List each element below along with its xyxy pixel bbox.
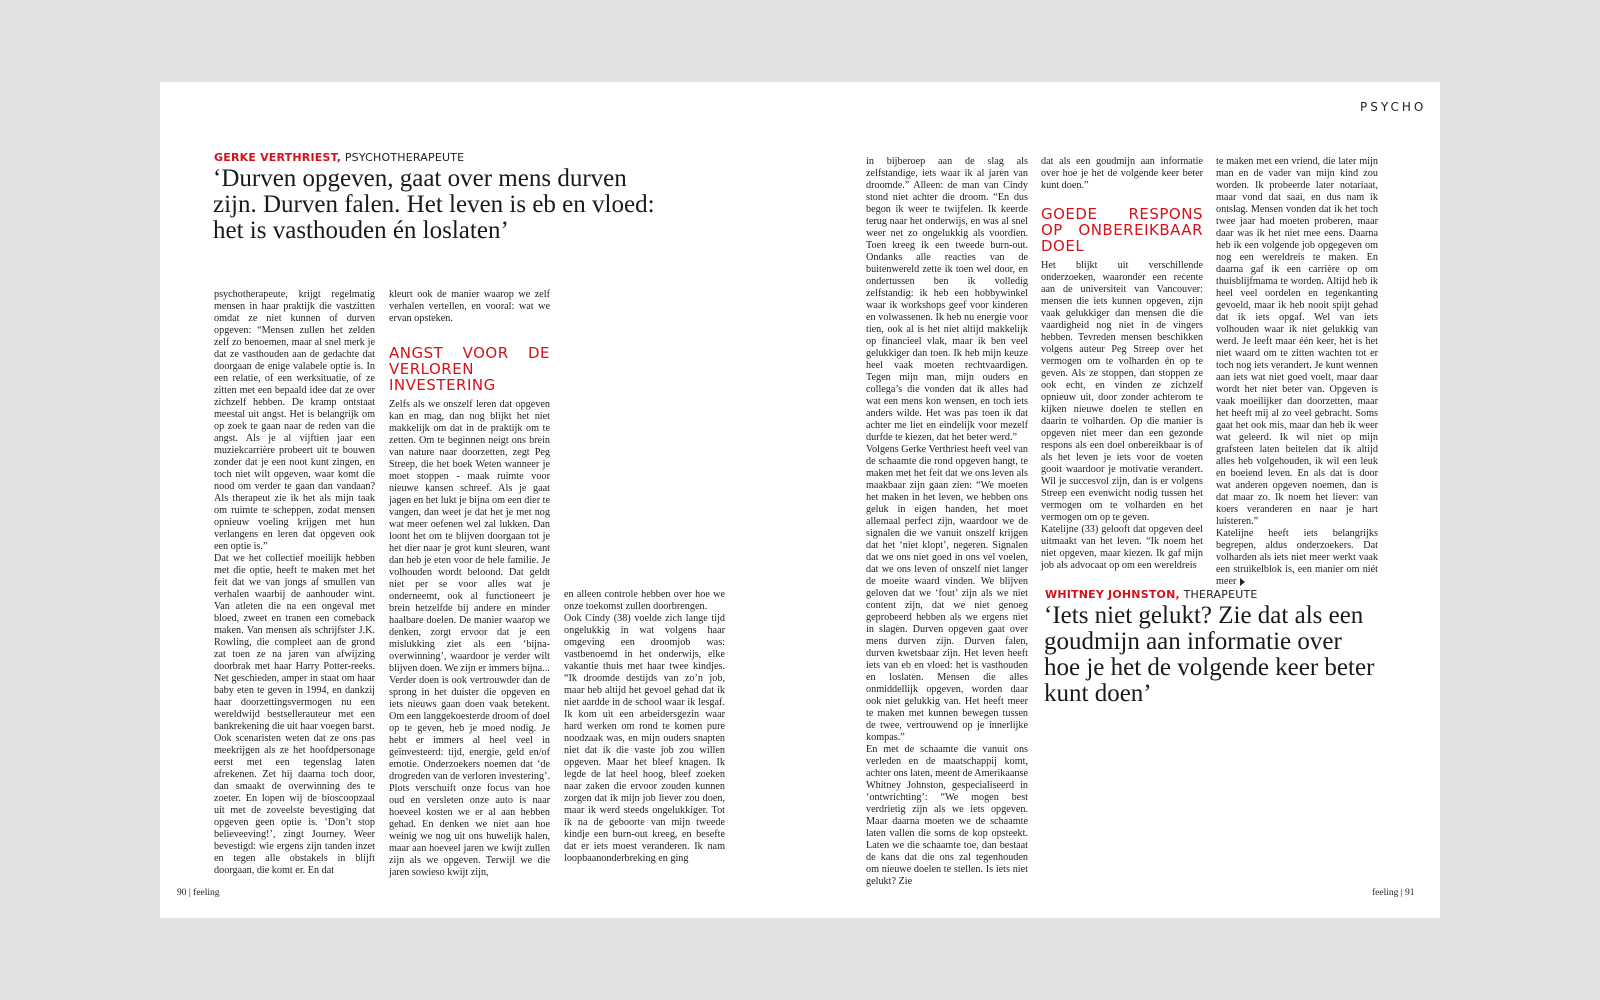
paragraph: Volgens Gerke Verthriest heeft veel van de schaamte die rond opgeven hangt, te maken met het feit dat we ons leven als maakbaar zijn gaan zien: “We moeten het maken in het leven, we hebben ons geluk in eigen handen, het moet allemaal perfect zijn, waardoor we de signalen die we vanuit onszelf krijgen dat het ‘niet klopt’, negeren. Signalen dat we ons niet goed in ons vel voelen, dat we ons leven of onszelf niet langer de moeite waard vinden. We blijven geloven dat we ‘fout’ zijn als we niet content zijn, dat we niet genoeg geprobeerd hebben als we ergens niet in slagen. Durven opgeven gaat over mens durven zijn. Durven falen, durven kwetsbaar zijn. Het leven heeft iets van eb en vloed: het is vasthouden en loslaten. Mensen die alles onmiddellijk opgeven, worden daar ook niet gelukkig van. Het heeft meer te maken met kunnen bewegen tussen de twee, vertrouwend op je innerlijke kompas.”	[866, 444, 1028, 743]
paragraph: kleurt ook de manier waarop we zelf verhalen vertellen, en vooral: wat we ervan opsteken.	[389, 289, 550, 324]
subhead-right: GOEDE RESPONS OP ONBEREIKBAAR DOEL	[1041, 205, 1203, 255]
right-column-3	[1216, 156, 1378, 588]
pull-quote-right: ‘Iets niet gelukt? Zie dat als een goudmijn aan informatie over hoe je het de volgende keer beter kunt doen’	[1044, 602, 1375, 707]
left-column-1	[214, 289, 375, 877]
byline-role: THERAPEUTE	[1183, 588, 1258, 601]
pull-quote-left: ‘Durven opgeven, gaat over mens durven zijn. Durven falen. Het leven is eb en vloed: het is vasthouden én loslaten’	[213, 165, 655, 244]
paragraph: Ook scenaristen weten dat ze ons pas meekrijgen als ze het hoofdpersonage eerst met een tegenslag laten afrekenen. Zet hij daarna toch door, dan smaakt de overwinning des te zoeter. En lopen wij de bioscoopzaal uit met de zoveelste bevestiging dat opgeven geen optie is. ‘Don’t stop believeeving!’, zingt Journey. Weer bevestigd: wie ergens zijn tanden inzet en tegen alle obstakels in blijft doorgaan, die komt er. En dat	[214, 733, 375, 876]
right-column-2	[1041, 156, 1203, 572]
paragraph: Het blijkt uit verschillende onderzoeken, waaronder een recente aan de universiteit van Vancouver: mensen die iets kunnen opgeven, zijn vaak gelukkiger dan mensen die die vaardigheid nog niet in de vingers hebben. Tevreden mensen beschikken volgens auteur Peg Streep over het vermogen om te volharden én op te geven. Als ze stoppen, dan stoppen ze ook echt, en vinden ze zichzelf opnieuw uit, door zonder achterom te kijken nieuwe doelen te stellen en daarin te volharden. Op die manier is opgeven niet meer dan een gezonde respons als een doel onbereikbaar is of als het leven je iets voor de voeten gooit waardoor je motivatie verandert. Wil je succesvol zijn, dan is er volgens Streep een evenwicht nodig tussen het vermogen om te volharden en het vermogen om op te geven.	[1041, 260, 1203, 523]
left-column-2	[389, 289, 550, 879]
paragraph: dat als een goudmijn aan informatie over hoe je het de volgende keer beter kunt doen.”	[1041, 156, 1203, 191]
byline-right	[1045, 588, 1258, 601]
byline-role: PSYCHOTHERAPEUTE	[344, 151, 465, 164]
left-column-3	[564, 589, 725, 865]
paragraph: Dat we het collectief moeilijk hebben met die optie, heeft te maken met het feit dat we van jongs af smullen van verhalen waarbij de aanhouder wint. Van atleten die na een ongeval met bloed, zweet en tranen een comeback maken. Van mensen als schrijfster J.K. Rowling, die compleet aan de grond zat toen ze na jaren van afwijzing doorbrak met haar Harry Potter-reeks. Net geschieden, amper in staat om haar baby eten te geven in 1994, en dankzij haar doorzettingsvermogen nu een wereldwijd bestsellerauteur met een bankrekening die uit haar voegen barst.	[214, 553, 375, 732]
byline-left	[214, 151, 464, 164]
paragraph: Katelijne (33) gelooft dat opgeven deel uitmaakt van het leven. “Ik noem het niet opgeven, maar kiezen. Ik gaf mijn job als advocaat op om een wereldreis	[1041, 524, 1203, 571]
subhead-left: ANGST VOOR DE VERLOREN INVESTERING	[389, 344, 550, 394]
byline-name: WHITNEY JOHNSTON,	[1045, 588, 1180, 601]
paragraph: Zelfs als we onszelf leren dat opgeven kan en mag, dan nog blijkt het niet makkelijk om dat in de praktijk om te zetten. Om te beginnen neigt ons brein van nature naar doorzetten, zegt Peg Streep, die het boek Weten wanneer je moet stoppen - maak ruimte voor nieuwe kansen schreef. Als je gaat jagen en het lukt je bijna om een dier te vangen, dan weet je dat het je met nog wat meer oefenen wel zal lukken. Dan loont het om te blijven doorgaan tot je het dier naar je grot kunt sleuren, want dan heb je eten voor de hele familie. Je volhouden wordt beloond. Dat geldt niet per se voor alles wat je onderneemt, ook al functioneert je brein hetzelfde bij andere en minder haalbare doelen. De manier waarop we denken, zorgt ervoor dat je een mislukking ziet als een ‘bijna-overwinning’, waardoor je verder wilt blijven doen. We zijn er immers bijna...	[389, 399, 550, 674]
section-label: PSYCHO	[1360, 100, 1427, 114]
folio-left: 90 | feeling	[177, 888, 220, 898]
paragraph: en alleen controle hebben over hoe we onze toekomst zullen doorbrengen.	[564, 589, 725, 612]
paragraph: te maken met een vriend, die later mijn man en de vader van mijn kind zou worden. Ik probeerde later notariaat, maar vond dat saai, en dus nam ik ontslag. Mensen vonden dat ik het toch twee jaar had moeten proberen, maar daar was ik het niet mee eens. Daarna heb ik een volgende job opgegeven om nog een wereldreis te maken. En daarna gaf ik een carrière op om thuisblijfmama te worden. Altijd heb ik heel veel oordelen en tegenkanting gevoeld, maar ik heb nooit spijt gehad dat ik iets opgaf. Wel van iets volhouden waar ik niet gelukkig van werd. Je leeft maar één keer, het is het niet waard om te zitten wachten tot er toch nog iets verandert. Je kunt wennen aan iets wat niet goed voelt, maar daar wordt het niet beter van. Opgeven is vaak moeilijker dan doorzetten, maar het heeft mij al zo veel gebracht. Soms gaat het ook mis, maar dan heb ik weer wat geleerd. Ik wil niet op mijn grafsteen laten beitelen dat ik altijd alles heb volgehouden, ik wil een leuk en boeiend leven. En als dat is door wat anderen opgeven noemen, dan is dat maar zo. Ik noem het liever: van koers veranderen en naar je hart luisteren.”	[1216, 156, 1378, 527]
folio-right: feeling | 91	[1372, 888, 1415, 898]
paragraph	[1216, 528, 1378, 588]
paragraph: En met de schaamte die vanuit ons verleden en de maatschappij komt, achter ons laten, meent de Amerikaanse Whitney Johnston, gespecialiseerd in ‘ontwrichting’: “We mogen best verdrietig zijn als we iets opgeven. Maar daarna moeten we de schaamte laten vallen die soms de kop opsteekt. Laten we die schaamte toe, dan bestaat de kans dat die ons zal tegenhouden om nieuwe doelen te stellen. Is iets niet gelukt? Zie	[866, 744, 1028, 887]
byline-name: GERKE VERTHRIEST,	[214, 151, 342, 164]
paragraph-text: Katelijne heeft iets belangrijks begrepen, aldus onderzoekers. Dat volharden als iets niet meer werkt vaak een struikelblok is, een manier om niét meer	[1216, 528, 1378, 587]
continue-arrow-icon	[1240, 578, 1245, 586]
paragraph: Verder doen is ook vertrouwder dan de sprong in het duister die opgeven en iets nieuws gaan doen vaak betekent. Om een langgekoesterde droom of doel op te geven, heb je moed nodig. Je hebt er immers al heel veel in geïnvesteerd: tijd, energie, geld en/of emotie. Onderzoekers noemen dat ‘de drogreden van de verloren investering’. Plots verschuift onze focus van hoe oud en versleten onze auto is naar hoeveel kosten we er al aan hebben gehad. En denken we niet aan hoe weinig we nog uit ons huwelijk halen, maar aan hoeveel jaren we kwijt zullen zijn als we opgeven. Terwijl we die jaren sowieso kwijt zijn,	[389, 675, 550, 878]
paragraph: psychotherapeute, krijgt regelmatig mensen in haar praktijk die vastzitten omdat ze niet kunnen of durven opgeven: “Mensen zullen het zelden zelf zo benoemen, maar al snel merk je dat ze vasthouden aan de gedachte dat doorgaan de enige valabele optie is. In een relatie, of een werksituatie, of ze zitten met een bepaald idee dat ze over zichzelf hebben. De kramp ontstaat meestal uit angst. Het is belangrijk om op zoek te gaan naar de reden van die angst. Als je al vijftien jaar een muziekcarrière probeert uit te bouwen zonder dat je een noot kunt zingen, en toch niet wilt opgeven, waar komt die nood om verder te gaan dan vandaan? Als therapeut zie ik het als mijn taak om ruimte te scheppen, zodat mensen opnieuw voeling krijgen met hun verlangens en leren dat opgeven ook een optie is.”	[214, 289, 375, 552]
right-column-1	[866, 156, 1028, 888]
paragraph: Ook Cindy (38) voelde zich lange tijd ongelukkig in wat volgens haar omgeving een droomjob was: vastbenoemd in het onderwijs, elke vakantie thuis met haar twee kindjes. “Ik droomde destijds van zo’n job, maar heb altijd het gevoel gehad dat ik niet aardde in de school waar ik lesgaf. Ik kom uit een arbeidersgezin waar hard werken om rond te komen pure noodzaak was, en mijn ouders snapten niet dat ik die vaste job zou willen opgeven. Maar het bleef knagen. Ik legde de lat heel hoog, bleef zoeken naar zaken die ervoor zouden kunnen zorgen dat ik mijn job liever zou doen, maar ik werd steeds ongelukkiger. Tot ik na de geboorte van mijn tweede kindje een burn-out kreeg, en besefte dat er iets moest veranderen. Ik nam loopbaanonderbreking en ging	[564, 613, 725, 864]
paragraph: in bijberoep aan de slag als zelfstandige, iets waar ik al jaren van droomde.” Alleen: de man van Cindy stond niet achter die droom. “En dus begon ik weer te twijfelen. Ik keerde terug naar het onderwijs, en was al snel weer net zo ongelukkig als voordien. Toen kreeg ik een tweede burn-out. Ondanks alle reacties van de buitenwereld zette ik toen wel door, en ondertussen ben ik volledig zelfstandig: ik heb een hobbywinkel waar ik workshops geef voor kinderen en volwassenen. Ik heb nu energie voor tien, ook al is het niet altijd makkelijk op financieel vlak, maar ik ben veel gelukkiger dan toen. Ik heb mijn keuze heel vaak moeten rechtvaardigen. Tegen mijn man, mijn ouders en collega’s die vonden dat ik alles had wat een mens kon wensen, en toch iets anders wilde. Het was pas toen ik dat achter me liet en eindelijk voor mezelf durfde te kiezen, dat het beter werd.”	[866, 156, 1028, 443]
